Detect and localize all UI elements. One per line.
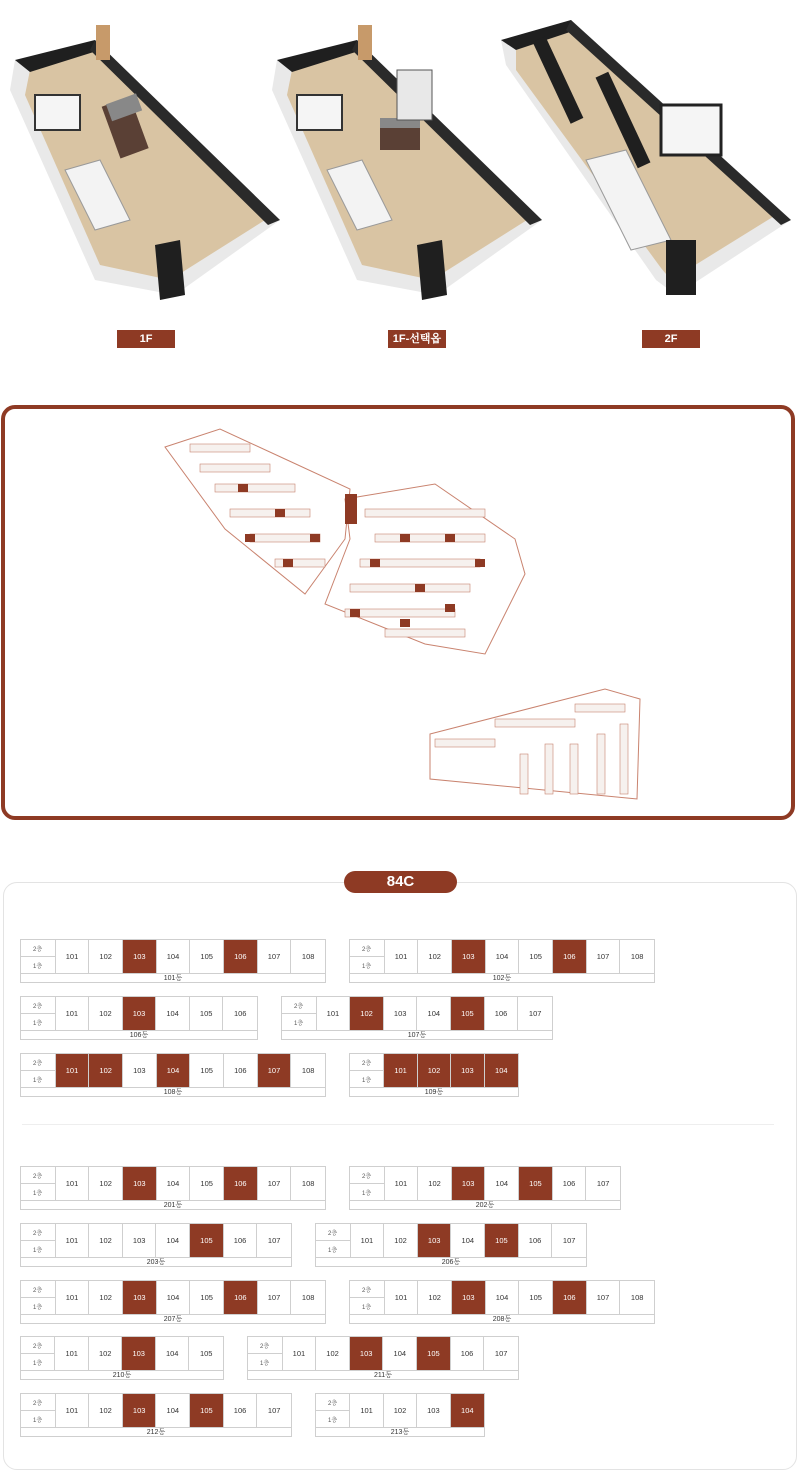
- unit-cell-highlighted: 106: [224, 940, 258, 973]
- unit-cell: 103: [123, 1224, 157, 1257]
- unit-cell-highlighted: 103: [451, 1054, 484, 1087]
- floor-labels: [21, 940, 56, 973]
- building-206: [315, 1223, 587, 1267]
- floor-label-upper: 2층: [350, 1167, 384, 1184]
- unit-cell: 102: [384, 1224, 418, 1257]
- section-title-badge: 84C: [344, 871, 457, 893]
- floor-label-lower: 1층: [33, 1077, 43, 1084]
- unit-cell: 105: [190, 997, 224, 1030]
- floor-label-lower: 1층: [33, 1190, 43, 1197]
- unit-cell: 104: [156, 997, 190, 1030]
- unit-cell: 108: [630, 1293, 644, 1302]
- floor-label-lower: 1층: [328, 1417, 338, 1424]
- building-name: 207동: [20, 1314, 326, 1324]
- unit-cell: 108: [630, 952, 644, 961]
- floor-labels: [21, 1281, 56, 1314]
- unit-cell: 103: [384, 997, 418, 1030]
- unit-row: [281, 996, 553, 1030]
- unit-cell-highlighted: 106: [224, 1167, 258, 1200]
- unit-cell: 107: [267, 1236, 281, 1245]
- unit-cell: 104: [486, 1281, 520, 1314]
- unit-cell-highlighted: 105: [485, 1224, 519, 1257]
- building-name: 213동: [315, 1427, 485, 1437]
- unit-cell: 105: [519, 940, 553, 973]
- unit-cell: 106: [451, 1337, 485, 1370]
- floor-label-lower: 1층: [362, 1304, 372, 1311]
- unit-cell-highlighted: 105: [190, 1394, 224, 1427]
- unit-cell: 107: [258, 1167, 292, 1200]
- building-207: [20, 1280, 326, 1324]
- floor-label-upper: 2층: [21, 1394, 55, 1411]
- unit-cell: 107: [258, 940, 292, 973]
- site-map-image: [5, 409, 791, 816]
- unit-cell-highlighted: 103: [123, 1394, 157, 1427]
- floor-labels: [21, 1394, 56, 1427]
- unit-cell: 101: [55, 1337, 89, 1370]
- unit-cell: 104: [157, 1167, 191, 1200]
- unit-cell-highlighted: 105: [190, 1224, 224, 1257]
- unit-cell: 107: [494, 1349, 508, 1358]
- floor-labels: [350, 1167, 385, 1200]
- floor-labels: [350, 1281, 385, 1314]
- building-102: [349, 939, 655, 983]
- unit-cell: 102: [89, 1337, 123, 1370]
- floor-label-upper: 2층: [282, 997, 316, 1014]
- unit-cell-highlighted: 102: [418, 1054, 451, 1087]
- unit-row: [349, 1280, 655, 1314]
- unit-cell: 104: [383, 1337, 417, 1370]
- floor-label-upper: 2층: [248, 1337, 282, 1354]
- unit-cell: 101: [56, 1281, 90, 1314]
- unit-cell: 106: [553, 1167, 587, 1200]
- floor-label-1f: 1F: [117, 330, 175, 348]
- unit-cell-highlighted: 103: [452, 1167, 486, 1200]
- unit-cell-highlighted: 101: [56, 1054, 90, 1087]
- floor-label-upper: 2층: [316, 1224, 350, 1241]
- unit-cell-highlighted: 103: [123, 940, 157, 973]
- unit-cell-highlighted: 103: [123, 997, 157, 1030]
- building-name: 202동: [349, 1200, 621, 1210]
- unit-cell-highlighted: 103: [123, 1167, 157, 1200]
- unit-cell: 108: [301, 952, 315, 961]
- floor-labels: [248, 1337, 283, 1370]
- unit-cell: 102: [418, 940, 452, 973]
- unit-cell: 107: [528, 1009, 542, 1018]
- unit-cell: 104: [156, 1394, 190, 1427]
- unit-row: [349, 1053, 519, 1087]
- unit-cell-highlighted: 104: [485, 1054, 518, 1087]
- unit-cell: 106: [519, 1224, 553, 1257]
- unit-cell: 105: [190, 940, 224, 973]
- building-106: [20, 996, 258, 1040]
- floor-label-lower: 1층: [33, 1417, 43, 1424]
- unit-cell: 102: [418, 1167, 452, 1200]
- floor-labels: [316, 1394, 350, 1427]
- unit-cell: 104: [156, 1224, 190, 1257]
- unit-row: [20, 1223, 292, 1257]
- building-name: 108동: [20, 1087, 326, 1097]
- unit-cell: 106: [224, 1054, 258, 1087]
- unit-cell-highlighted: 106: [553, 1281, 587, 1314]
- unit-cell: 102: [89, 997, 123, 1030]
- unit-cell: 104: [485, 1167, 519, 1200]
- unit-cell: 105: [199, 1349, 213, 1358]
- unit-cell: 107: [258, 1281, 292, 1314]
- building-name: 203동: [20, 1257, 292, 1267]
- floor-labels: [21, 1337, 55, 1370]
- site-map-panel: [1, 405, 795, 820]
- floor-label-upper: 2층: [21, 1224, 55, 1241]
- building-name: 206동: [315, 1257, 587, 1267]
- unit-cell-highlighted: 105: [417, 1337, 451, 1370]
- floor-labels: [282, 997, 317, 1030]
- unit-row: [315, 1393, 485, 1427]
- unit-cell: 105: [190, 1054, 224, 1087]
- unit-cell: 102: [89, 1167, 123, 1200]
- unit-cell: 102: [384, 1394, 417, 1427]
- unit-cell-highlighted: 104: [157, 1054, 191, 1087]
- building-201: [20, 1166, 326, 1210]
- floor-labels: [21, 1054, 56, 1087]
- floor-label-lower: 1층: [260, 1360, 270, 1367]
- unit-cell: 101: [56, 1224, 90, 1257]
- unit-cell: 101: [385, 1167, 419, 1200]
- building-202: [349, 1166, 621, 1210]
- unit-cell: 106: [224, 1394, 258, 1427]
- building-name: 210동: [20, 1370, 224, 1380]
- floor-labels: [21, 997, 56, 1030]
- floor-labels: [350, 940, 385, 973]
- unit-row: [20, 996, 258, 1030]
- unit-row: [349, 939, 655, 973]
- unit-cell-highlighted: 105: [519, 1167, 553, 1200]
- building-name: 212동: [20, 1427, 292, 1437]
- floor-label-upper: 2층: [21, 1337, 54, 1354]
- unit-cell-highlighted: 106: [224, 1281, 258, 1314]
- building-213: [315, 1393, 485, 1437]
- unit-cell: 101: [283, 1337, 317, 1370]
- unit-cell: 102: [316, 1337, 350, 1370]
- floor-label-upper: 2층: [350, 940, 384, 957]
- building-name: 201동: [20, 1200, 326, 1210]
- floorplan-1f-image: [0, 10, 285, 300]
- floor-label-upper: 2층: [21, 1167, 55, 1184]
- building-108: [20, 1053, 326, 1097]
- unit-cell: 104: [156, 1337, 190, 1370]
- building-name: 107동: [281, 1030, 553, 1040]
- unit-cell: 101: [317, 997, 351, 1030]
- floor-labels: [21, 1167, 56, 1200]
- unit-cell: 104: [417, 997, 451, 1030]
- floor-label-lower: 1층: [362, 963, 372, 970]
- floor-label-lower: 1층: [33, 1247, 43, 1254]
- unit-cell-highlighted: 102: [89, 1054, 123, 1087]
- floor-label-upper: 2층: [21, 940, 55, 957]
- building-208: [349, 1280, 655, 1324]
- floor-label-2f: 2F: [642, 330, 700, 348]
- unit-cell: 101: [350, 1394, 383, 1427]
- unit-cell: 106: [485, 997, 519, 1030]
- floor-label-upper: 2층: [350, 1054, 383, 1071]
- floor-labels: [316, 1224, 351, 1257]
- unit-cell: 107: [596, 1179, 610, 1188]
- floor-label-lower: 1층: [294, 1020, 304, 1027]
- floor-label-1f-option: 1F-선택옵션: [388, 330, 446, 348]
- unit-cell-highlighted: 107: [258, 1054, 292, 1087]
- unit-cell: 105: [519, 1281, 553, 1314]
- unit-cell-highlighted: 104: [451, 1394, 484, 1427]
- unit-row: [20, 1166, 326, 1200]
- unit-cell-highlighted: 103: [452, 940, 486, 973]
- unit-cell: 105: [190, 1167, 224, 1200]
- floor-label-lower: 1층: [33, 1304, 43, 1311]
- unit-cell-highlighted: 106: [553, 940, 587, 973]
- floor-label-upper: 2층: [350, 1281, 384, 1298]
- unit-row: [20, 1280, 326, 1314]
- floorplan-2f-image: [496, 10, 796, 300]
- floor-labels: [350, 1054, 384, 1087]
- unit-row: [247, 1336, 519, 1370]
- building-name: 208동: [349, 1314, 655, 1324]
- unit-cell: 101: [56, 1394, 90, 1427]
- unit-row: [20, 939, 326, 973]
- building-name: 101동: [20, 973, 326, 983]
- unit-cell: 101: [56, 997, 90, 1030]
- unit-cell: 101: [351, 1224, 385, 1257]
- unit-cell: 101: [56, 940, 90, 973]
- floor-label-lower: 1층: [362, 1077, 372, 1084]
- building-name: 106동: [20, 1030, 258, 1040]
- floor-label-lower: 1층: [362, 1190, 372, 1197]
- floor-label-lower: 1층: [33, 1360, 43, 1367]
- unit-cell: 105: [190, 1281, 224, 1314]
- unit-cell: 102: [89, 1394, 123, 1427]
- unit-cell: 102: [89, 1281, 123, 1314]
- floor-label-lower: 1층: [328, 1247, 338, 1254]
- unit-cell: 103: [123, 1054, 157, 1087]
- floor-label-lower: 1층: [33, 963, 43, 970]
- floor-label-upper: 2층: [21, 997, 55, 1014]
- unit-cell-highlighted: 103: [350, 1337, 384, 1370]
- unit-cell-highlighted: 102: [350, 997, 384, 1030]
- unit-cell: 107: [267, 1406, 281, 1415]
- unit-cell: 106: [224, 1224, 258, 1257]
- unit-cell: 104: [451, 1224, 485, 1257]
- unit-cell: 107: [562, 1236, 576, 1245]
- unit-cell: 106: [233, 1009, 247, 1018]
- unit-cell: 108: [301, 1179, 315, 1188]
- unit-cell: 104: [157, 1281, 191, 1314]
- floor-label-upper: 2층: [21, 1054, 55, 1071]
- unit-row: [20, 1336, 224, 1370]
- building-name: 211동: [247, 1370, 519, 1380]
- unit-cell: 108: [301, 1066, 315, 1075]
- unit-cell-highlighted: 103: [122, 1337, 156, 1370]
- building-109: [349, 1053, 519, 1097]
- unit-row: [349, 1166, 621, 1200]
- unit-cell: 107: [587, 940, 621, 973]
- floor-labels: [21, 1224, 56, 1257]
- group-divider: [22, 1124, 774, 1125]
- unit-cell-highlighted: 103: [452, 1281, 486, 1314]
- unit-cell: 108: [301, 1293, 315, 1302]
- building-210: [20, 1336, 224, 1380]
- building-203: [20, 1223, 292, 1267]
- unit-cell: 104: [157, 940, 191, 973]
- floor-label-lower: 1층: [33, 1020, 43, 1027]
- unit-cell: 101: [385, 1281, 419, 1314]
- unit-cell-highlighted: 105: [451, 997, 485, 1030]
- unit-cell: 102: [89, 1224, 123, 1257]
- unit-cell-highlighted: 101: [384, 1054, 417, 1087]
- unit-cell: 101: [56, 1167, 90, 1200]
- building-name: 109동: [349, 1087, 519, 1097]
- unit-cell: 103: [417, 1394, 450, 1427]
- unit-cell: 107: [587, 1281, 621, 1314]
- floor-label-upper: 2층: [316, 1394, 349, 1411]
- unit-cell: 104: [486, 940, 520, 973]
- unit-cell: 101: [385, 940, 419, 973]
- building-211: [247, 1336, 519, 1380]
- unit-row: [20, 1053, 326, 1087]
- building-107: [281, 996, 553, 1040]
- building-name: 102동: [349, 973, 655, 983]
- unit-row: [315, 1223, 587, 1257]
- floor-label-upper: 2층: [21, 1281, 55, 1298]
- unit-cell-highlighted: 103: [123, 1281, 157, 1314]
- unit-row: [20, 1393, 292, 1427]
- building-212: [20, 1393, 292, 1437]
- building-101: [20, 939, 326, 983]
- unit-cell: 102: [418, 1281, 452, 1314]
- unit-cell-highlighted: 103: [418, 1224, 452, 1257]
- unit-cell: 102: [89, 940, 123, 973]
